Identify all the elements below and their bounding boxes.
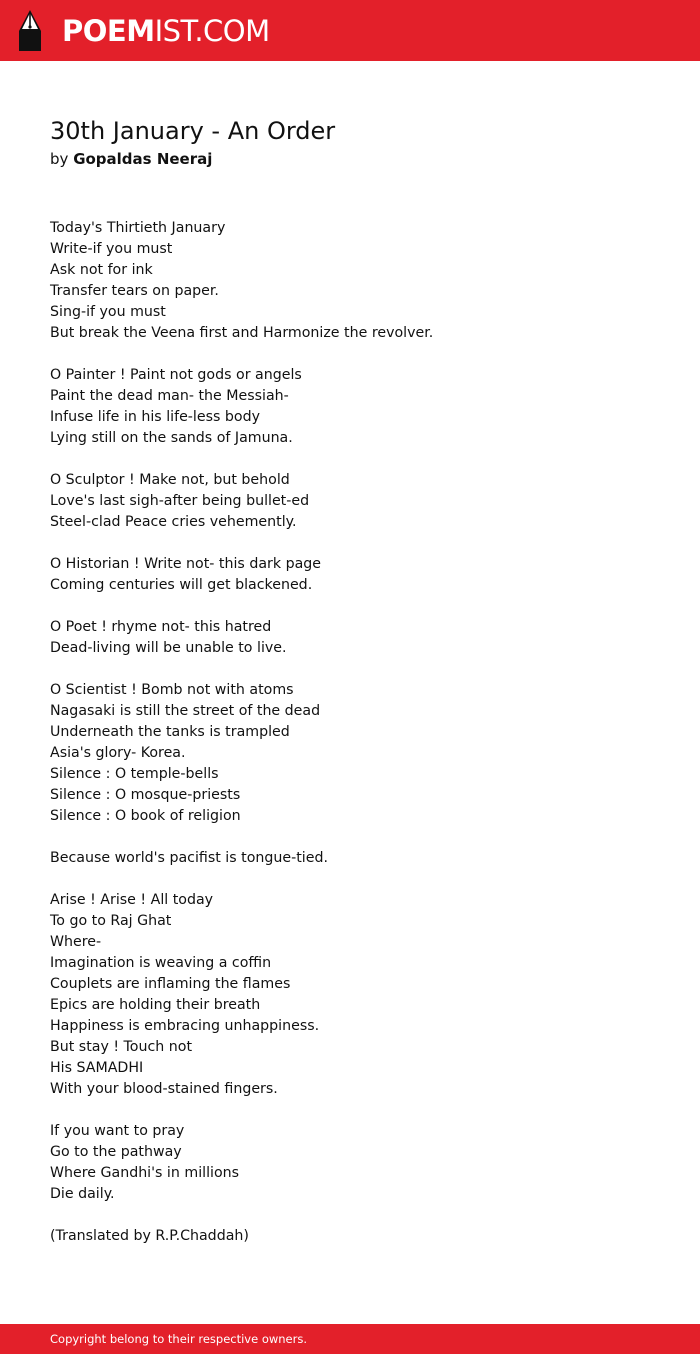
poem-stanza: [50, 1121, 670, 1205]
poem-line: O Painter ! Paint not gods or angels: [50, 367, 302, 383]
poem-stanza: [50, 218, 670, 344]
poem-stanza: [50, 470, 670, 533]
poem-line: Transfer tears on paper.: [50, 283, 219, 299]
poem-title: 30th January - An Order: [50, 117, 336, 145]
site-header: [0, 0, 700, 61]
poem-line: Couplets are inflaming the flames: [50, 976, 291, 992]
pen-nib-icon[interactable]: [17, 9, 43, 53]
poem-line: His SAMADHI: [50, 1060, 144, 1076]
poem-line: Infuse life in his life-less body: [50, 409, 260, 425]
copyright-text: Copyright belong to their respective owners.: [50, 1332, 308, 1346]
poem-line: But break the Veena first and Harmonize the revolver.: [50, 325, 434, 341]
poem-line: O Sculptor ! Make not, but behold: [50, 472, 290, 488]
poem-heading: [50, 114, 650, 170]
poem-stanza: [50, 848, 670, 869]
poem-byline: [50, 148, 650, 170]
poem-line: Where Gandhi's in millions: [50, 1165, 240, 1181]
poem-line: Silence : O mosque-priests: [50, 787, 241, 803]
poem-stanza: [50, 617, 670, 659]
poem-line: Love's last sigh-after being bullet-ed: [50, 493, 310, 509]
poem-line: Underneath the tanks is trampled: [50, 724, 290, 740]
poem-line: (Translated by R.P.Chaddah): [50, 1228, 249, 1244]
poem-line: Sing-if you must: [50, 304, 166, 320]
logo-text-light: IST.COM: [154, 14, 270, 48]
poem-line: Silence : O book of religion: [50, 808, 241, 824]
poem-line: With your blood-stained fingers.: [50, 1081, 278, 1097]
poem-line: Write-if you must: [50, 241, 173, 257]
poem-line: If you want to pray: [50, 1123, 185, 1139]
poem-line: Happiness is embracing unhappiness.: [50, 1018, 320, 1034]
poem-line: Paint the dead man- the Messiah-: [50, 388, 289, 404]
site-footer: [0, 1324, 700, 1354]
poem-stanza: [50, 365, 670, 449]
poem-stanza: [50, 1226, 670, 1247]
poem-line: Because world's pacifist is tongue-tied.: [50, 850, 328, 866]
poem-line: Dead-living will be unable to live.: [50, 640, 287, 656]
poem-line: O Poet ! rhyme not- this hatred: [50, 619, 272, 635]
poem-body: [50, 218, 670, 1268]
poem-stanza: [50, 554, 670, 596]
poem-line: Lying still on the sands of Jamuna.: [50, 430, 293, 446]
poem-line: Die daily.: [50, 1186, 115, 1202]
by-label: by: [50, 150, 69, 168]
poem-line: Go to the pathway: [50, 1144, 182, 1160]
poem-line: Imagination is weaving a coffin: [50, 955, 272, 971]
poem-line: Coming centuries will get blackened.: [50, 577, 313, 593]
poem-author[interactable]: Gopaldas Neeraj: [73, 150, 213, 168]
poem-stanza: [50, 890, 670, 1100]
poem-line: O Historian ! Write not- this dark page: [50, 556, 322, 572]
poem-line: But stay ! Touch not: [50, 1039, 193, 1055]
poem-line: Where-: [50, 934, 102, 950]
poem-line: O Scientist ! Bomb not with atoms: [50, 682, 294, 698]
site-logo[interactable]: [62, 14, 270, 48]
poem-line: Today's Thirtieth January: [50, 220, 226, 236]
poem-line: Arise ! Arise ! All today: [50, 892, 214, 908]
poem-line: Steel-clad Peace cries vehemently.: [50, 514, 297, 530]
poem-line: Epics are holding their breath: [50, 997, 261, 1013]
poem-line: Nagasaki is still the street of the dead: [50, 703, 321, 719]
poem-line: Asia's glory- Korea.: [50, 745, 186, 761]
poem-line: To go to Raj Ghat: [50, 913, 172, 929]
poem-line: Silence : O temple-bells: [50, 766, 219, 782]
logo-text-bold: POEM: [62, 14, 155, 48]
poem-stanza: [50, 680, 670, 827]
poem-line: Ask not for ink: [50, 262, 153, 278]
